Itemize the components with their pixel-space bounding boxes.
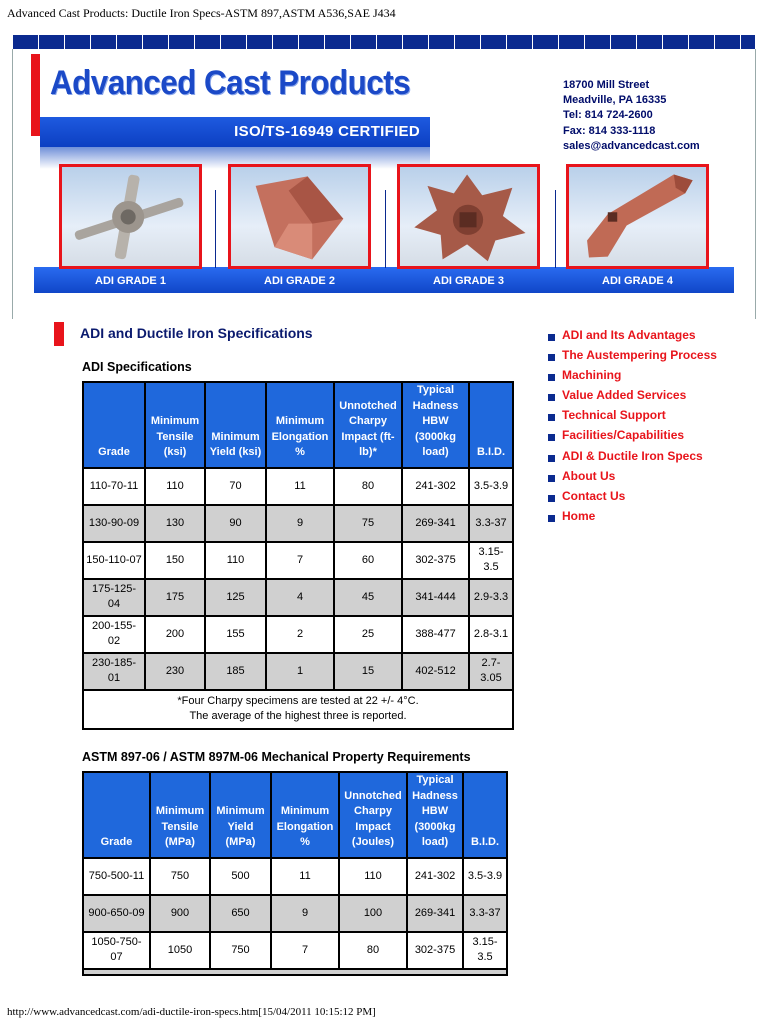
column-header: Minimum Yield (ksi) bbox=[205, 382, 266, 468]
bullet-icon bbox=[548, 394, 555, 401]
table-row bbox=[83, 653, 513, 690]
table-cell: 25 bbox=[334, 616, 402, 653]
sidebar-item-label[interactable]: Value Added Services bbox=[562, 388, 687, 403]
table-footnote-row bbox=[83, 690, 513, 729]
table-cell: 2 bbox=[266, 616, 334, 653]
gallery-caption-grade-2[interactable]: ADI GRADE 2 bbox=[264, 275, 335, 287]
gallery-divider bbox=[385, 190, 386, 268]
sidebar-item-label[interactable]: Home bbox=[562, 508, 596, 523]
table-cell: 80 bbox=[334, 468, 402, 505]
table-cell: 900 bbox=[150, 895, 210, 932]
sidebar-item-label[interactable]: Facilities/Capabilities bbox=[562, 428, 685, 443]
table-cell: 110 bbox=[205, 542, 266, 579]
sidebar-item-label[interactable]: ADI & Ductile Iron Specs bbox=[562, 448, 703, 463]
address-email-link[interactable]: sales@advancedcast.com bbox=[563, 139, 700, 152]
column-header: Grade bbox=[83, 772, 150, 858]
address-street: 18700 Mill Street bbox=[563, 79, 650, 91]
table-row bbox=[83, 858, 507, 895]
table-row bbox=[83, 895, 507, 932]
address-fax: Fax: 814 333-1118 bbox=[563, 124, 656, 137]
bullet-icon bbox=[548, 434, 555, 441]
brand-logo-text: Advanced Cast Products bbox=[50, 64, 411, 102]
document-title: Advanced Cast Products: Ductile Iron Specs-ASTM 897,ASTM A536,SAE J434 bbox=[7, 6, 396, 20]
table-row bbox=[83, 579, 513, 616]
table-cell: 7 bbox=[266, 542, 334, 579]
footnote-line: The average of the highest three is reported. bbox=[189, 710, 407, 722]
table-cell: 900-650-09 bbox=[83, 895, 150, 932]
table-row bbox=[83, 932, 507, 969]
adi-grade-1-image[interactable] bbox=[59, 164, 202, 269]
table-cell: 402-512 bbox=[402, 653, 469, 690]
table-cell: 750 bbox=[150, 858, 210, 895]
table-cell: 241-302 bbox=[402, 468, 469, 505]
table-cell: 100 bbox=[339, 895, 407, 932]
sidebar-item-label[interactable]: ADI and Its Advantages bbox=[562, 328, 696, 342]
adi-grade-2-image[interactable] bbox=[228, 164, 371, 269]
column-header: B.I.D. bbox=[469, 382, 513, 468]
document-footer-url: http://www.advancedcast.com/adi-ductile-iron-specs.htm[15/04/2011 10:15:12 PM] bbox=[7, 1006, 376, 1018]
gallery-divider bbox=[555, 190, 556, 268]
table-cell: 9 bbox=[271, 895, 339, 932]
table-cell: 60 bbox=[334, 542, 402, 579]
contact-address bbox=[563, 78, 700, 154]
table-cell: 230-185-01 bbox=[83, 653, 145, 690]
table-row bbox=[83, 616, 513, 653]
header-right-rule bbox=[755, 49, 756, 319]
column-header: Typical Hadness HBW (3000kg load) bbox=[402, 382, 469, 468]
bullet-icon bbox=[548, 475, 555, 482]
table-cell: 110-70-11 bbox=[83, 468, 145, 505]
table-cell: 9 bbox=[266, 505, 334, 542]
table-cell: 70 bbox=[205, 468, 266, 505]
top-decorative-strip bbox=[13, 35, 755, 49]
table-cell: 155 bbox=[205, 616, 266, 653]
footnote-line: *Four Charpy specimens are tested at 22 +/- 4°C. bbox=[177, 695, 419, 707]
bullet-icon bbox=[548, 334, 555, 341]
table-cell: 341-444 bbox=[402, 579, 469, 616]
table-cell: 750-500-11 bbox=[83, 858, 150, 895]
table-cell: 4 bbox=[266, 579, 334, 616]
astm-specs-table bbox=[82, 771, 508, 976]
table-cell: 110 bbox=[145, 468, 205, 505]
adi-grade-3-image[interactable] bbox=[397, 164, 540, 269]
table-cell: 2.9-3.3 bbox=[469, 579, 513, 616]
column-header: Typical Hadness HBW (3000kg load) bbox=[407, 772, 463, 858]
bullet-icon bbox=[548, 495, 555, 502]
cross-spider-casting-icon bbox=[62, 167, 199, 266]
table-cell: 150-110-07 bbox=[83, 542, 145, 579]
table-cell: 750 bbox=[210, 932, 271, 969]
sidebar-item-label[interactable]: Contact Us bbox=[562, 488, 626, 503]
column-header: Minimum Elongation % bbox=[266, 382, 334, 468]
table-cell: 130 bbox=[145, 505, 205, 542]
table-cell: 175-125-04 bbox=[83, 579, 145, 616]
table-cell: 500 bbox=[210, 858, 271, 895]
table-cell: 1050 bbox=[150, 932, 210, 969]
column-header: Unnotched Charpy Impact (Joules) bbox=[339, 772, 407, 858]
gallery-caption-grade-4[interactable]: ADI GRADE 4 bbox=[602, 275, 673, 287]
table-cell: 125 bbox=[205, 579, 266, 616]
table-cell: 15 bbox=[334, 653, 402, 690]
table-cell: 110 bbox=[339, 858, 407, 895]
column-header: Minimum Tensile (ksi) bbox=[145, 382, 205, 468]
table-cell: 75 bbox=[334, 505, 402, 542]
gallery-caption-grade-3[interactable]: ADI GRADE 3 bbox=[433, 275, 504, 287]
column-header: Minimum Elongation % bbox=[271, 772, 339, 858]
gallery-caption-grade-1[interactable]: ADI GRADE 1 bbox=[95, 275, 166, 287]
table-cell: 269-341 bbox=[402, 505, 469, 542]
table-cell: 269-341 bbox=[407, 895, 463, 932]
table-cell: 3.15-3.5 bbox=[463, 932, 507, 969]
table-row bbox=[83, 542, 513, 579]
table-cell: 3.3-37 bbox=[463, 895, 507, 932]
table-cell: 241-302 bbox=[407, 858, 463, 895]
astm-specs-heading: ASTM 897-06 / ASTM 897M-06 Mechanical Property Requirements bbox=[82, 750, 471, 764]
table-cell: 11 bbox=[271, 858, 339, 895]
table-cell: 11 bbox=[266, 468, 334, 505]
table-cell: 1050-750-07 bbox=[83, 932, 150, 969]
table-cell: 130-90-09 bbox=[83, 505, 145, 542]
header-left-rule bbox=[12, 49, 13, 319]
column-header: B.I.D. bbox=[463, 772, 507, 858]
table-cell: 200-155-02 bbox=[83, 616, 145, 653]
column-header: Minimum Yield (MPa) bbox=[210, 772, 271, 858]
table-cell: 80 bbox=[339, 932, 407, 969]
table-cell: 3.5-3.9 bbox=[469, 468, 513, 505]
table-cell: 302-375 bbox=[407, 932, 463, 969]
sidebar-item-label[interactable]: Technical Support bbox=[562, 408, 666, 423]
brand-accent-bar bbox=[31, 54, 40, 136]
column-header: Minimum Tensile (MPa) bbox=[150, 772, 210, 858]
table-cell: 3.5-3.9 bbox=[463, 858, 507, 895]
sprocket-casting-icon bbox=[400, 167, 537, 266]
table-cell bbox=[83, 969, 507, 975]
bullet-icon bbox=[548, 374, 555, 381]
address-tel: Tel: 814 724-2600 bbox=[563, 109, 653, 122]
column-header: Unnotched Charpy Impact (ft-lb)* bbox=[334, 382, 402, 468]
sidebar-item-label[interactable]: Machining bbox=[562, 368, 622, 383]
bucket-tooth-casting-icon bbox=[231, 167, 368, 266]
table-cell: 2.8-3.1 bbox=[469, 616, 513, 653]
table-cell: 302-375 bbox=[402, 542, 469, 579]
sidebar-item-label[interactable]: The Austempering Process bbox=[562, 348, 717, 363]
table-row-clipped bbox=[83, 969, 507, 975]
sidebar-item-label[interactable]: About Us bbox=[562, 468, 616, 483]
lever-arm-casting-icon bbox=[569, 167, 706, 266]
table-cell: 200 bbox=[145, 616, 205, 653]
table-footnote bbox=[83, 690, 513, 729]
adi-specs-table bbox=[82, 381, 514, 730]
table-row bbox=[83, 468, 513, 505]
bullet-icon bbox=[548, 455, 555, 462]
table-cell: 2.7-3.05 bbox=[469, 653, 513, 690]
adi-specs-heading: ADI Specifications bbox=[82, 360, 192, 374]
table-cell: 1 bbox=[266, 653, 334, 690]
section-accent-bar bbox=[54, 322, 64, 346]
bullet-icon bbox=[548, 414, 555, 421]
table-cell: 150 bbox=[145, 542, 205, 579]
table-cell: 185 bbox=[205, 653, 266, 690]
bullet-icon bbox=[548, 515, 555, 522]
table-cell: 45 bbox=[334, 579, 402, 616]
page-title: ADI and Ductile Iron Specifications bbox=[80, 325, 313, 341]
certification-band bbox=[40, 117, 430, 147]
address-city: Meadville, PA 16335 bbox=[563, 94, 667, 107]
table-cell: 3.15-3.5 bbox=[469, 542, 513, 579]
column-header: Grade bbox=[83, 382, 145, 468]
table-cell: 230 bbox=[145, 653, 205, 690]
table-cell: 175 bbox=[145, 579, 205, 616]
table-cell: 388-477 bbox=[402, 616, 469, 653]
certification-text: ISO/TS-16949 CERTIFIED bbox=[234, 123, 420, 140]
gallery-divider bbox=[215, 190, 216, 268]
table-row bbox=[83, 505, 513, 542]
bullet-icon bbox=[548, 354, 555, 361]
table-cell: 90 bbox=[205, 505, 266, 542]
table-cell: 3.3-37 bbox=[469, 505, 513, 542]
adi-grade-4-image[interactable] bbox=[566, 164, 709, 269]
table-cell: 7 bbox=[271, 932, 339, 969]
table-cell: 650 bbox=[210, 895, 271, 932]
